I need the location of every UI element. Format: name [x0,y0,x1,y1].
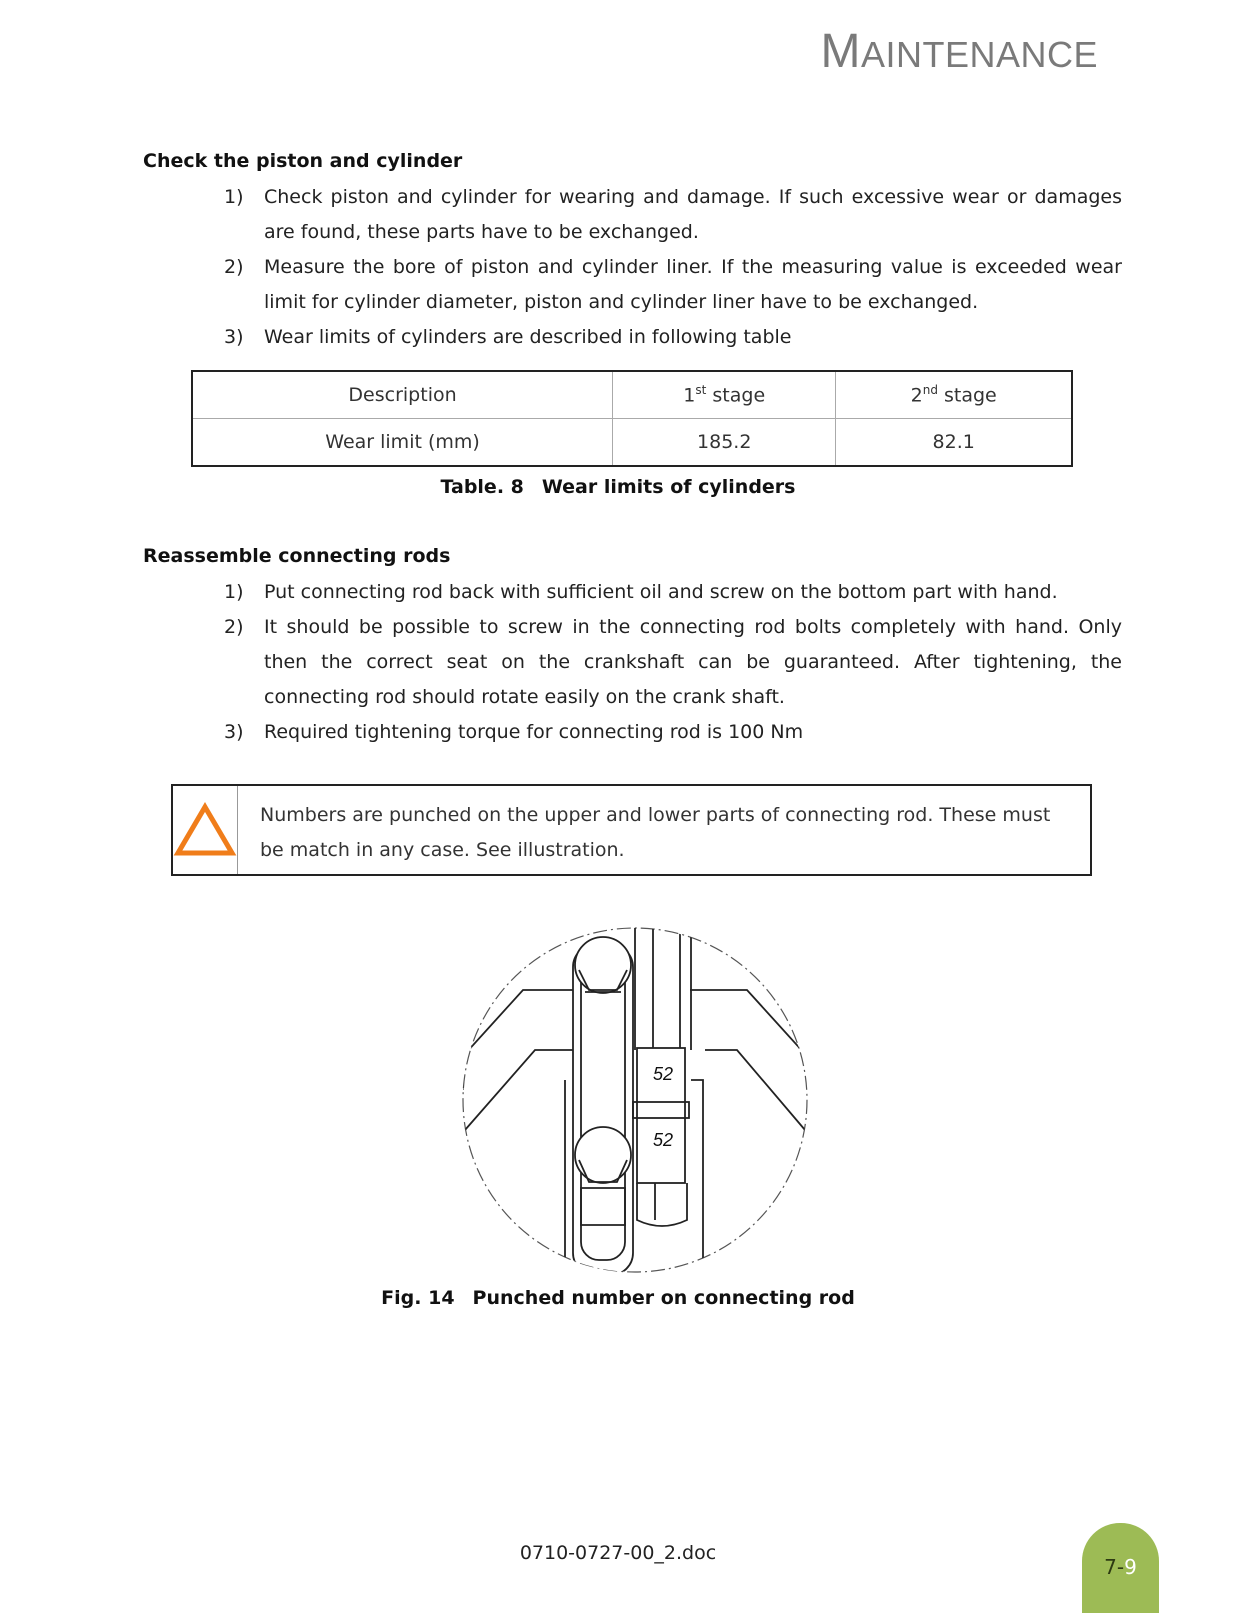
list-text: It should be possible to screw in the connecting rod bolts completely with hand. Only then the correct seat on the crankshaft can be guaranteed. After tightening, the connecting rod should rotate easily on the crank shaft. [264,616,1122,708]
header-cell-stage-1: 1st stage [613,371,836,419]
header-initial: M [820,25,861,78]
check-piston-list [218,180,1122,355]
crank-web-right-outer [690,990,815,1065]
warning-triangle-icon [173,802,237,858]
table-header-row [192,371,1072,419]
list-text: Check piston and cylinder for wearing and damage. If such excessive wear or damages are found, these parts have to be exchanged. [264,186,1122,243]
table-caption: Table. 8 Wear limits of cylinders [440,476,796,498]
list-text: Wear limits of cylinders are described in following table [264,326,792,348]
list-number: 2) [224,616,244,638]
list-item [218,180,1122,250]
list-text: Required tightening torque for connecting rod is 100 Nm [264,721,804,743]
page-number: 9 [1124,1555,1137,1579]
table-cell: 185.2 [613,419,836,467]
lower-bolt-head [575,1127,631,1183]
warning-box [171,784,1092,876]
table-cell: Wear limit (mm) [192,419,613,467]
chapter-number: 7- [1104,1555,1125,1579]
list-item [218,250,1122,320]
header-cell-description: Description [192,371,613,419]
list-item [218,320,1122,355]
list-number: 3) [224,721,244,743]
list-number: 1) [224,186,244,208]
header-title: AINTENANCE [860,34,1098,75]
crank-web-left-inner [465,1050,575,1130]
document-filename: 0710-0727-00_2.doc [519,1542,717,1564]
crank-web-right-inner [705,1050,805,1130]
section-title-check-piston: Check the piston and cylinder [143,150,463,172]
list-number: 3) [224,326,244,348]
crank-web-left-outer [455,990,580,1065]
section-title-reassemble: Reassemble connecting rods [143,545,451,567]
warning-text: Numbers are punched on the upper and lower parts of connecting rod. These must be match in any case. See illustration. [260,804,1051,861]
warning-icon-cell [173,786,238,874]
page-header [820,24,1098,79]
list-number: 1) [224,581,244,603]
table-row [192,419,1072,467]
upper-punched-number: 52 [652,1064,674,1084]
upper-bolt-head [575,937,631,993]
table-cell: 82.1 [836,419,1072,467]
wear-limits-table [191,370,1073,467]
lower-punched-number: 52 [652,1130,674,1150]
list-item [218,715,1122,750]
list-number: 2) [224,256,244,278]
reassemble-list [218,575,1122,750]
list-text: Put connecting rod back with sufficient oil and screw on the bottom part with hand. [264,581,1058,603]
list-item [218,610,1122,715]
list-text: Measure the bore of piston and cylinder liner. If the measuring value is exceeded wear limit for cylinder diameter, piston and cylinder liner have to be exchanged. [264,256,1122,313]
figure-caption: Fig. 14 Punched number on connecting rod [381,1287,855,1309]
list-item [218,575,1122,610]
connecting-rod-illustration [455,920,815,1280]
header-cell-stage-2: 2nd stage [836,371,1072,419]
